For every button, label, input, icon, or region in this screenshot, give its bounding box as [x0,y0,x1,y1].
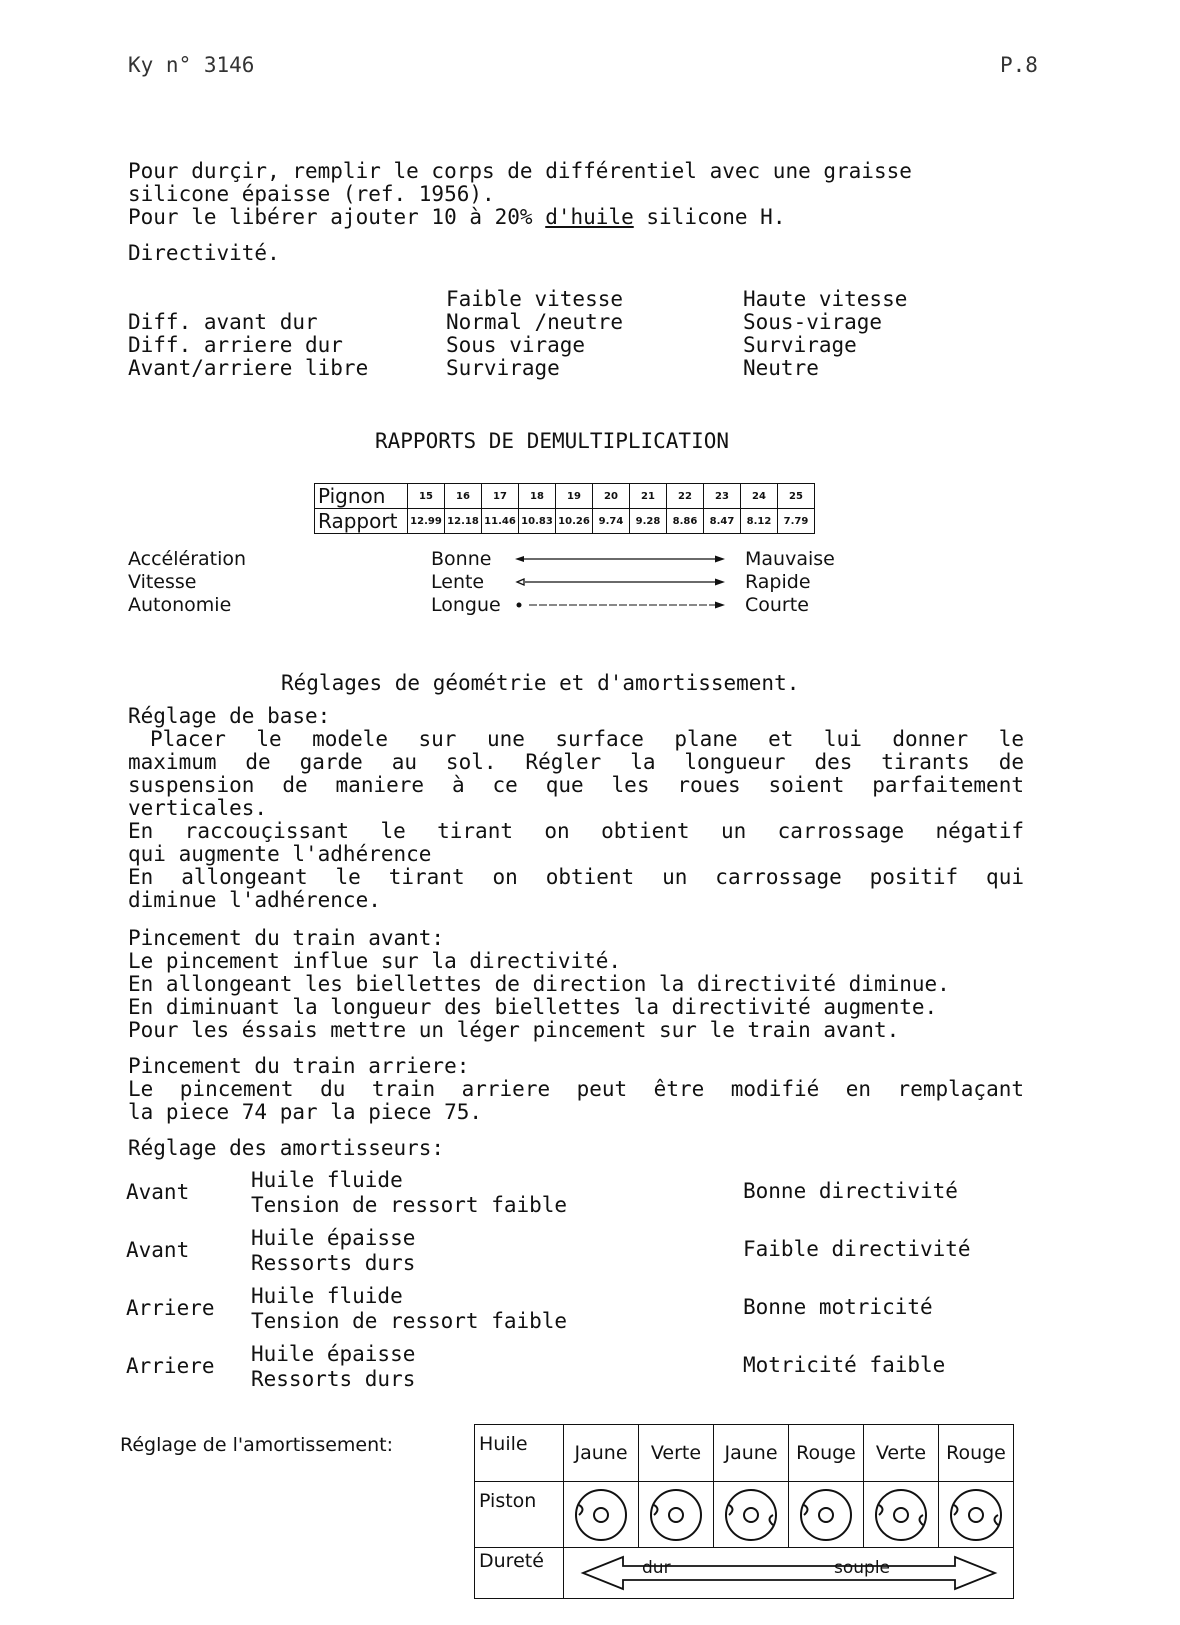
piston-cell [939,1482,1014,1548]
pinion-cell: 15 [408,484,445,509]
page-number: P.8 [1000,53,1038,77]
pinion-cell: 19 [556,484,593,509]
piston-icon [948,1487,1004,1543]
ratio-cell: 7.79 [778,509,815,534]
pinion-cell: 25 [778,484,815,509]
pinion-label: Pignon [315,484,408,509]
shock-line-2: Ressorts durs [251,1367,416,1391]
directivity-row-label: Diff. arriere dur [128,333,343,357]
front-toe-line: Pour les éssais mettre un léger pincement sur le train avant. [128,1018,900,1042]
effect-left: Bonne [431,548,492,570]
shock-line-1: Huile épaisse [251,1226,416,1250]
directivity-row-label: Diff. avant dur [128,310,318,334]
rear-toe-line: la piece 74 par la piece 75. [128,1100,483,1124]
oil-cell: Rouge [939,1425,1014,1482]
ratio-cell: 8.12 [741,509,778,534]
pinion-cell: 21 [630,484,667,509]
shock-line-1: Huile épaisse [251,1342,416,1366]
oil-row-label: Huile [475,1425,564,1482]
directivity-row-low: Normal /neutre [446,310,624,334]
oil-cell: Rouge [789,1425,864,1482]
intro-line-1: Pour durçir, remplir le corps de différentiel avec une graisse [128,159,912,183]
hardness-row [475,1548,1014,1599]
shock-line-1: Huile fluide [251,1168,403,1192]
shock-effect: Motricité faible [743,1353,946,1377]
ratio-cell: 8.47 [704,509,741,534]
arrow-acceleration [515,556,725,563]
arrow-autonomy [517,602,726,609]
shock-axle: Arriere [126,1296,215,1320]
directivity-title: Directivité. [128,241,280,265]
intro-line-3 [128,206,785,229]
intro-line-3-pre: Pour le libérer ajouter 10 à 20% [128,205,546,229]
effect-label: Accélération [128,548,247,570]
shock-line-2: Tension de ressort faible [251,1193,568,1217]
directivity-head-high: Haute vitesse [743,287,908,311]
directivity-row-high: Sous-virage [743,310,883,334]
damping-table [474,1424,1014,1599]
pinion-cell: 17 [482,484,519,509]
shock-axle: Arriere [126,1354,215,1378]
oil-cell: Jaune [564,1425,639,1482]
base-line: verticales. [128,796,268,820]
pinion-row [315,484,815,509]
oil-cell: Jaune [714,1425,789,1482]
piston-row [475,1482,1014,1548]
ratio-cell: 10.83 [519,509,556,534]
ratio-cell: 12.99 [408,509,445,534]
ratio-cell: 11.46 [482,509,519,534]
base-setting-title: Réglage de base: [128,704,331,728]
piston-cell [864,1482,939,1548]
geometry-title: Réglages de géométrie et d'amortissement. [281,671,800,695]
ratio-label: Rapport [315,509,408,534]
shock-line-2: Ressorts durs [251,1251,416,1275]
pinion-cell: 20 [593,484,630,509]
effect-left: Lente [431,571,485,593]
gear-ratio-table [314,483,815,534]
piston-icon [573,1487,629,1543]
ratio-cell: 9.28 [630,509,667,534]
hard-label: dur [642,1558,671,1578]
shock-line-2: Tension de ressort faible [251,1309,568,1333]
camber-line: En raccouçissant le tirant on obtient un carrossage négatif [128,819,1024,843]
effect-label: Vitesse [128,571,197,593]
camber-line: qui augmente l'adhérence [128,842,432,866]
shock-effect: Bonne directivité [743,1179,958,1203]
pinion-cell: 24 [741,484,778,509]
pinion-cell: 18 [519,484,556,509]
directivity-head-low: Faible vitesse [446,287,624,311]
piston-cell [789,1482,864,1548]
ratio-row [315,509,815,534]
rear-toe-title: Pincement du train arriere: [128,1054,470,1078]
rear-toe-line: Le pincement du train arriere peut être modifié en remplaçant [128,1077,1024,1101]
gearing-title: RAPPORTS DE DEMULTIPLICATION [375,429,730,453]
base-line: Placer le modele sur une surface plane et lui donner le [150,727,1024,751]
soft-label: souple [834,1558,891,1578]
damping-label: Réglage de l'amortissement: [120,1434,393,1456]
shock-effect: Bonne motricité [743,1295,933,1319]
oil-row [475,1425,1014,1482]
camber-line: En allongeant le tirant on obtient un carrossage positif qui [128,865,1024,889]
piston-icon [648,1487,704,1543]
shocks-title: Réglage des amortisseurs: [128,1136,445,1160]
directivity-row-low: Survirage [446,356,560,380]
base-line: suspension de maniere à ce que les roues soient parfaitement [128,773,1024,797]
piston-icon [798,1487,854,1543]
piston-cell [639,1482,714,1548]
ratio-cell: 8.86 [667,509,704,534]
effect-arrows [515,548,725,618]
shock-axle: Avant [126,1238,190,1262]
arrow-speed [517,579,725,586]
hardness-row-label: Dureté [475,1548,564,1599]
front-toe-title: Pincement du train avant: [128,926,445,950]
pinion-cell: 22 [667,484,704,509]
effect-right: Mauvaise [745,548,835,570]
oil-cell: Verte [864,1425,939,1482]
ratio-cell: 10.26 [556,509,593,534]
piston-icon [723,1487,779,1543]
effect-right: Courte [745,594,809,616]
piston-cell [714,1482,789,1548]
effect-label: Autonomie [128,594,232,616]
shock-effect: Faible directivité [743,1237,971,1261]
intro-line-2: silicone épaisse (ref. 1956). [128,182,495,206]
rear-toe-paragraph [128,1078,1024,1124]
directivity-row-high: Survirage [743,333,857,357]
piston-icon [873,1487,929,1543]
effect-right: Rapide [745,571,811,593]
base-line: maximum de garde au sol. Régler la longueur des tirants de [128,750,1024,774]
front-toe-line: En diminuant la longueur des biellettes la directivité augmente. [128,995,938,1019]
intro-line-3-post: silicone H. [633,205,786,229]
document-reference: Ky n° 3146 [128,53,255,77]
camber-line: diminue l'adhérence. [128,888,381,912]
front-toe-line: En allongeant les biellettes de direction la directivité diminue. [128,972,950,996]
piston-row-label: Piston [475,1482,564,1548]
piston-cell [564,1482,639,1548]
pinion-cell: 23 [704,484,741,509]
ratio-cell: 12.18 [445,509,482,534]
oil-cell: Verte [639,1425,714,1482]
front-toe-line: Le pincement influe sur la directivité. [128,949,622,973]
intro-line-3-underlined: d'huile [545,205,634,229]
directivity-row-label: Avant/arriere libre [128,356,369,380]
directivity-row-low: Sous virage [446,333,586,357]
shock-axle: Avant [126,1180,190,1204]
directivity-row-high: Neutre [743,356,819,380]
hardness-scale [564,1548,1014,1599]
base-setting-paragraph [128,728,1024,912]
pinion-cell: 16 [445,484,482,509]
shock-line-1: Huile fluide [251,1284,403,1308]
ratio-cell: 9.74 [593,509,630,534]
effect-left: Longue [431,594,501,616]
